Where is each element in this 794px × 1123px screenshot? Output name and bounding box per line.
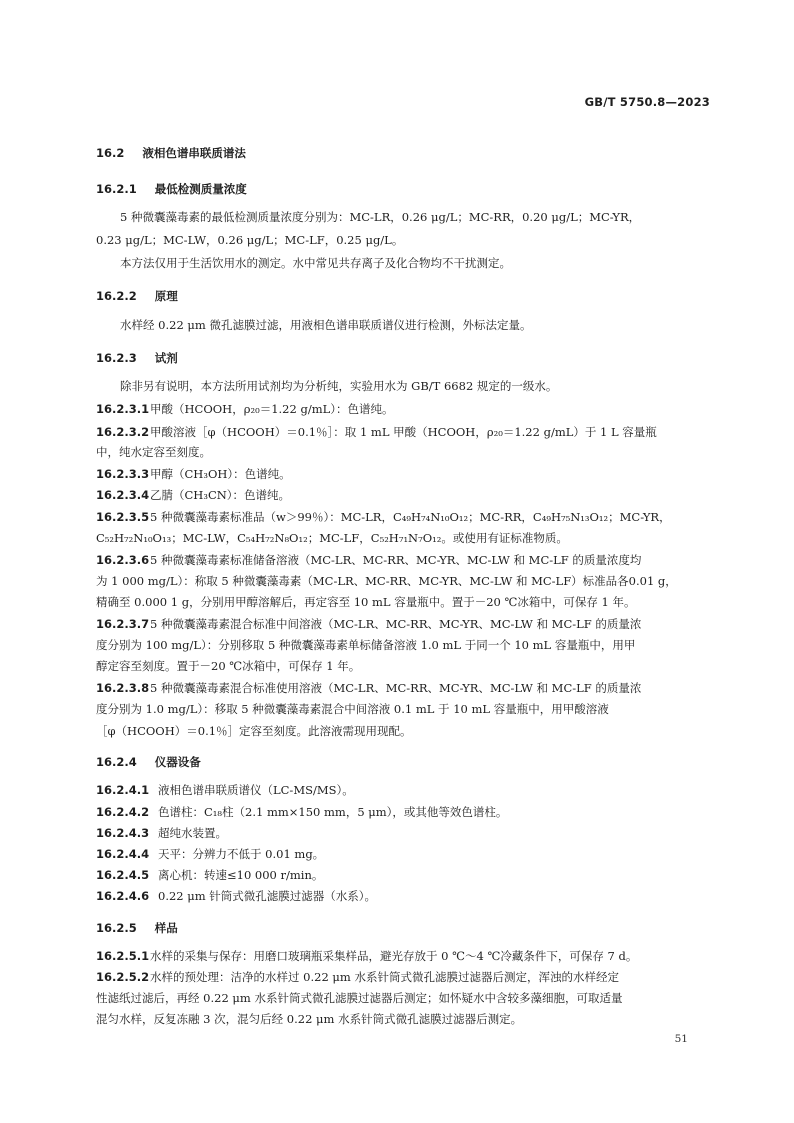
clause-number: 16.2.3.4 xyxy=(96,488,150,502)
clause-text: 天平：分辨力不低于 0.01 mg。 xyxy=(158,847,325,861)
clause-16-2-3-8 xyxy=(96,681,641,695)
clause-16-2-3-2 xyxy=(96,425,657,439)
clause-16-2-3-4 xyxy=(96,488,290,502)
section-heading-16-2-2 xyxy=(96,288,178,304)
section-title: 试剂 xyxy=(154,351,178,365)
clause-number: 16.2.4.5 xyxy=(96,868,150,882)
clause-number: 16.2.4.6 xyxy=(96,889,150,903)
section-number: 16.2.2 xyxy=(96,289,137,303)
clause-16-2-3-7 xyxy=(96,617,641,631)
clause-16-2-5-1 xyxy=(96,949,637,963)
clause-text: 0.22 μm 针筒式微孔滤膜过滤器（水系）。 xyxy=(158,889,377,903)
clause-16-2-4-5 xyxy=(96,868,323,882)
section-number: 16.2.5 xyxy=(96,921,137,935)
section-number: 16.2.3 xyxy=(96,351,137,365)
section-title: 液相色谱串联质谱法 xyxy=(142,146,246,160)
section-title: 最低检测质量浓度 xyxy=(154,182,247,196)
clause-text: 水样的采集与保存：用磨口玻璃瓶采集样品，避光存放于 0 ℃～4 ℃冷藏条件下，可保存 7 d。 xyxy=(150,949,638,963)
clause-16-2-4-3 xyxy=(96,826,227,840)
clause-text: 5 种微囊藻毒素混合标准中间溶液（MC-LR、MC-RR、MC-YR、MC-LW 和 MC-LF 的质量浓 xyxy=(150,617,642,631)
clause-number: 16.2.3.5 xyxy=(96,510,150,524)
clause-number: 16.2.4.1 xyxy=(96,783,150,797)
page-number: 51 xyxy=(674,1033,688,1045)
section-heading-16-2-3 xyxy=(96,350,178,366)
section-heading-16-2-1 xyxy=(96,181,247,197)
section-heading-16-2-5 xyxy=(96,920,178,936)
clause-number: 16.2.3.3 xyxy=(96,467,150,481)
clause-text: 5 种微囊藻毒素标准储备溶液（MC-LR、MC-RR、MC-YR、MC-LW 和 MC-LF 的质量浓度均 xyxy=(150,553,642,567)
clause-16-2-4-6 xyxy=(96,889,376,903)
paragraph-line: 为 1 000 mg/L）：称取 5 种微囊藻毒素（MC-LR、MC-RR、MC-YR、MC-LW 和 MC-LF）标准品各0.01 g， xyxy=(96,574,677,588)
section-heading-16-2-4 xyxy=(96,754,201,770)
clause-text: 离心机：转速≤10 000 r/min。 xyxy=(158,868,324,882)
paragraph-line: 水样经 0.22 μm 微孔滤膜过滤，用液相色谱串联质谱仪进行检测，外标法定量。 xyxy=(120,318,532,332)
clause-text: 甲酸（HCOOH，ρ₂₀＝1.22 g/mL）：色谱纯。 xyxy=(150,402,394,416)
clause-16-2-4-4 xyxy=(96,847,324,861)
clause-16-2-3-3 xyxy=(96,467,291,481)
paragraph-line: 混匀水样，反复冻融 3 次，混匀后经 0.22 μm 水系针筒式微孔滤膜过滤器后测定。 xyxy=(96,1012,523,1026)
clause-text: 水样的预处理：洁净的水样过 0.22 μm 水系针筒式微孔滤膜过滤器后测定，浑浊的水样经定 xyxy=(150,970,619,984)
clause-16-2-3-5 xyxy=(96,510,671,524)
clause-16-2-4-2 xyxy=(96,805,507,819)
clause-text: 超纯水装置。 xyxy=(158,826,227,840)
paragraph-line: ［φ（HCOOH）＝0.1％］定容至刻度。此溶液需现用现配。 xyxy=(96,724,412,738)
clause-number: 16.2.4.3 xyxy=(96,826,150,840)
paragraph-line: 5 种微囊藻毒素的最低检测质量浓度分别为：MC-LR，0.26 μg/L；MC-RR，0.20 μg/L；MC-YR， xyxy=(120,210,641,224)
paragraph-line: 醇定容至刻度。置于－20 ℃冰箱中，可保存 1 年。 xyxy=(96,659,361,673)
section-number: 16.2.4 xyxy=(96,755,137,769)
section-title: 仪器设备 xyxy=(154,755,201,769)
clause-number: 16.2.3.6 xyxy=(96,553,150,567)
clause-16-2-3-6 xyxy=(96,553,641,567)
clause-number: 16.2.3.2 xyxy=(96,425,150,439)
clause-16-2-3-1 xyxy=(96,402,393,416)
clause-text: 甲酸溶液［φ（HCOOH）＝0.1％］：取 1 mL 甲酸（HCOOH，ρ₂₀＝1.22 g/mL）于 1 L 容量瓶 xyxy=(150,425,657,439)
clause-number: 16.2.4.2 xyxy=(96,805,150,819)
clause-text: 乙腈（CH₃CN）：色谱纯。 xyxy=(150,488,291,502)
clause-text: 液相色谱串联质谱仪（LC-MS/MS）。 xyxy=(158,783,354,797)
section-heading-16-2 xyxy=(96,145,246,161)
clause-text: 5 种微囊藻毒素混合标准使用溶液（MC-LR、MC-RR、MC-YR、MC-LW 和 MC-LF 的质量浓 xyxy=(150,681,642,695)
paragraph-line: 性滤纸过滤后，再经 0.22 μm 水系针筒式微孔滤膜过滤器后测定；如怀疑水中含较多藻细胞，可取适量 xyxy=(96,991,623,1005)
paragraph-line: 度分别为 100 mg/L）：分别移取 5 种微囊藻毒素单标储备溶液 1.0 mL 于同一个 10 mL 容量瓶中，用甲 xyxy=(96,638,636,652)
paragraph-line: 0.23 μg/L；MC-LW，0.26 μg/L；MC-LF，0.25 μg/L。 xyxy=(96,233,404,247)
paragraph-line: 中，纯水定容至刻度。 xyxy=(96,445,211,459)
clause-text: 5 种微囊藻毒素标准品（w＞99％）：MC-LR，C₄₉H₇₄N₁₀O₁₂；MC-RR，C₄₉H₇₅N₁₃O₁₂；MC-YR， xyxy=(150,510,671,524)
section-number: 16.2.1 xyxy=(96,182,137,196)
paragraph-line: C₅₂H₇₂N₁₀O₁₃；MC-LW，C₅₄H₇₂N₈O₁₂；MC-LF，C₅₂H₇₁N₇O₁₂。或使用有证标准物质。 xyxy=(96,531,568,545)
clause-text: 甲醇（CH₃OH）：色谱纯。 xyxy=(150,467,291,481)
clause-number: 16.2.3.7 xyxy=(96,617,150,631)
paragraph-line: 本方法仅用于生活饮用水的测定。水中常见共存离子及化合物均不干扰测定。 xyxy=(120,256,511,270)
clause-number: 16.2.5.2 xyxy=(96,970,150,984)
clause-number: 16.2.3.8 xyxy=(96,681,150,695)
section-title: 样品 xyxy=(154,921,178,935)
clause-number: 16.2.5.1 xyxy=(96,949,150,963)
clause-number: 16.2.4.4 xyxy=(96,847,150,861)
paragraph-line: 精确至 0.000 1 g，分别用甲醇溶解后，再定容至 10 mL 容量瓶中。置于－20 ℃冰箱中，可保存 1 年。 xyxy=(96,595,636,609)
clause-16-2-5-2 xyxy=(96,970,619,984)
paragraph-line: 除非另有说明，本方法所用试剂均为分析纯，实验用水为 GB/T 6682 规定的一级水。 xyxy=(120,379,558,393)
clause-number: 16.2.3.1 xyxy=(96,402,150,416)
clause-16-2-4-1 xyxy=(96,783,354,797)
clause-text: 色谱柱：C₁₈柱（2.1 mm×150 mm，5 μm），或其他等效色谱柱。 xyxy=(158,805,508,819)
standard-number: GB/T 5750.8—2023 xyxy=(584,95,710,109)
section-number: 16.2 xyxy=(96,146,125,160)
paragraph-line: 度分别为 1.0 mg/L）：移取 5 种微囊藻毒素混合中间溶液 0.1 mL 于 10 mL 容量瓶中，用甲酸溶液 xyxy=(96,702,609,716)
section-title: 原理 xyxy=(154,289,178,303)
